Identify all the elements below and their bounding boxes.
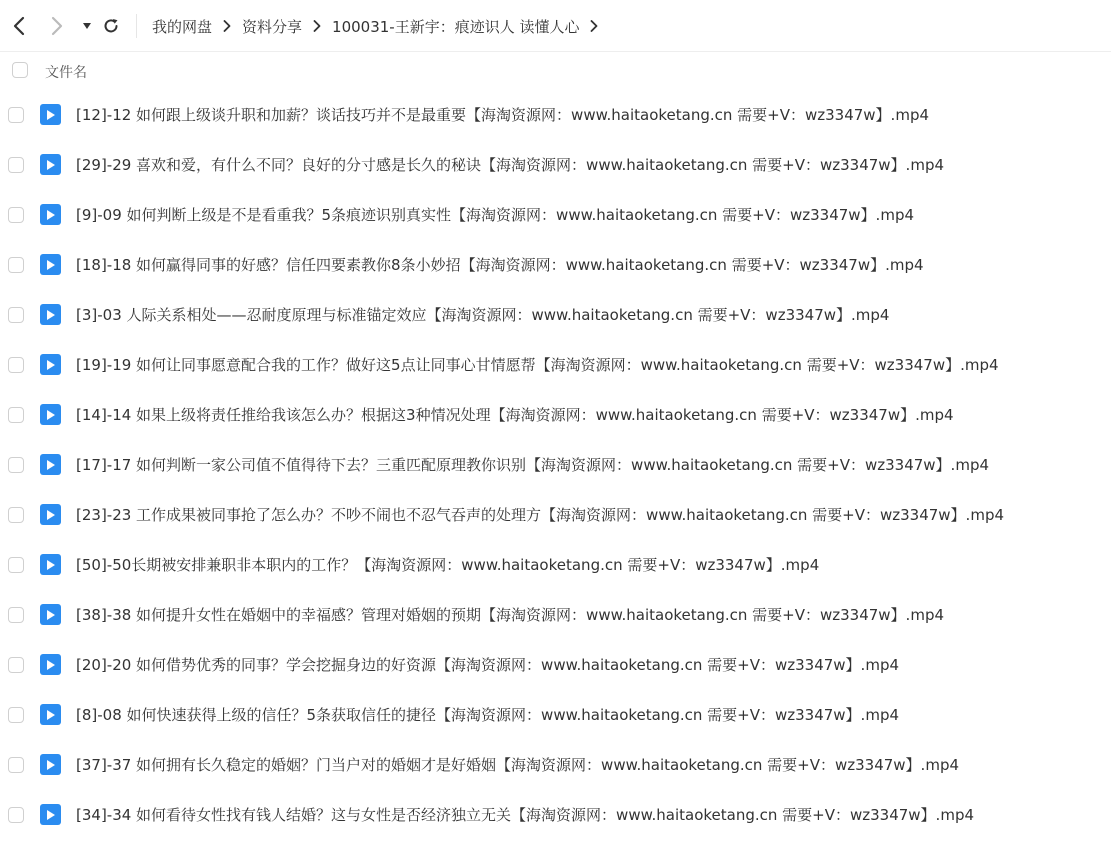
file-row[interactable] [0, 290, 1111, 340]
file-name[interactable]: [17]-17 如何判断一家公司值不值得待下去？三重匹配原理教你识别【海淘资源网：www.haitaoketang.cn 需要+V：wz3347w】.mp4 [76, 456, 990, 474]
toolbar [0, 0, 1111, 52]
file-checkbox[interactable] [8, 107, 24, 123]
file-name[interactable]: [38]-38 如何提升女性在婚姻中的幸福感？管理对婚姻的预期【海淘资源网：www.haitaoketang.cn 需要+V：wz3347w】.mp4 [76, 606, 945, 624]
file-row[interactable] [0, 240, 1111, 290]
file-name[interactable]: [8]-08 如何快速获得上级的信任？5条获取信任的捷径【海淘资源网：www.haitaoketang.cn 需要+V：wz3347w】.mp4 [76, 706, 900, 724]
file-row[interactable] [0, 590, 1111, 640]
file-checkbox[interactable] [8, 157, 24, 173]
file-name[interactable]: [50]-50长期被安排兼职非本职内的工作？【海淘资源网：www.haitaoketang.cn 需要+V：wz3347w】.mp4 [76, 556, 820, 574]
breadcrumb [152, 0, 609, 52]
file-checkbox[interactable] [8, 757, 24, 773]
video-file-icon [40, 754, 61, 775]
file-name[interactable]: [9]-09 如何判断上级是不是看重我？5条痕迹识别真实性【海淘资源网：www.haitaoketang.cn 需要+V：wz3347w】.mp4 [76, 206, 915, 224]
column-header [0, 53, 1111, 91]
history-dropdown-button[interactable] [76, 15, 98, 37]
video-file-icon [40, 704, 61, 725]
file-name[interactable]: [23]-23 工作成果被同事抢了怎么办？不吵不闹也不忍气吞声的处理方【海淘资源网：www.haitaoketang.cn 需要+V：wz3347w】.mp4 [76, 506, 1005, 524]
video-file-icon [40, 804, 61, 825]
file-checkbox[interactable] [8, 557, 24, 573]
video-file-icon [40, 604, 61, 625]
chevron-left-icon [12, 16, 26, 36]
file-row[interactable] [0, 640, 1111, 690]
file-checkbox[interactable] [8, 707, 24, 723]
video-file-icon [40, 354, 61, 375]
file-row[interactable] [0, 740, 1111, 790]
file-name[interactable]: [19]-19 如何让同事愿意配合我的工作？做好这5点让同事心甘情愿帮【海淘资源网：www.haitaoketang.cn 需要+V：wz3347w】.mp4 [76, 356, 999, 374]
toolbar-divider [136, 14, 137, 38]
file-checkbox[interactable] [8, 807, 24, 823]
video-file-icon [40, 554, 61, 575]
forward-button[interactable] [46, 15, 68, 37]
chevron-right-icon [212, 16, 242, 36]
breadcrumb-item-my-drive[interactable]: 我的网盘 [152, 17, 213, 36]
video-file-icon [40, 204, 61, 225]
refresh-icon [102, 17, 120, 35]
file-row[interactable] [0, 340, 1111, 390]
file-checkbox[interactable] [8, 657, 24, 673]
video-file-icon [40, 154, 61, 175]
file-name[interactable]: [34]-34 如何看待女性找有钱人结婚？这与女性是否经济独立无关【海淘资源网：www.haitaoketang.cn 需要+V：wz3347w】.mp4 [76, 806, 975, 824]
file-name[interactable]: [12]-12 如何跟上级谈升职和加薪？谈话技巧并不是最重要【海淘资源网：www.haitaoketang.cn 需要+V：wz3347w】.mp4 [76, 106, 930, 124]
video-file-icon [40, 654, 61, 675]
file-row[interactable] [0, 440, 1111, 490]
video-file-icon [40, 104, 61, 125]
file-list [0, 90, 1111, 840]
video-file-icon [40, 454, 61, 475]
video-file-icon [40, 404, 61, 425]
chevron-right-icon [50, 16, 64, 36]
video-file-icon [40, 504, 61, 525]
file-name[interactable]: [37]-37 如何拥有长久稳定的婚姻？门当户对的婚姻才是好婚姻【海淘资源网：www.haitaoketang.cn 需要+V：wz3347w】.mp4 [76, 756, 960, 774]
column-header-filename[interactable]: 文件名 [45, 65, 87, 81]
chevron-right-icon[interactable] [579, 16, 609, 36]
file-checkbox[interactable] [8, 357, 24, 373]
file-checkbox[interactable] [8, 307, 24, 323]
video-file-icon [40, 304, 61, 325]
back-button[interactable] [8, 15, 30, 37]
file-row[interactable] [0, 540, 1111, 590]
file-checkbox[interactable] [8, 257, 24, 273]
file-row[interactable] [0, 190, 1111, 240]
file-row[interactable] [0, 90, 1111, 140]
file-row[interactable] [0, 690, 1111, 740]
breadcrumb-item-shared[interactable]: 资料分享 [242, 17, 303, 36]
file-checkbox[interactable] [8, 507, 24, 523]
file-row[interactable] [0, 490, 1111, 540]
file-row[interactable] [0, 390, 1111, 440]
file-name[interactable]: [29]-29 喜欢和爱，有什么不同？良好的分寸感是长久的秘诀【海淘资源网：www.haitaoketang.cn 需要+V：wz3347w】.mp4 [76, 156, 945, 174]
video-file-icon [40, 254, 61, 275]
chevron-right-icon [302, 16, 332, 36]
file-name[interactable]: [14]-14 如果上级将责任推给我该怎么办？根据这3种情况处理【海淘资源网：www.haitaoketang.cn 需要+V：wz3347w】.mp4 [76, 406, 954, 424]
file-checkbox[interactable] [8, 207, 24, 223]
file-checkbox[interactable] [8, 607, 24, 623]
file-name[interactable]: [3]-03 人际关系相处——忍耐度原理与标准锚定效应【海淘资源网：www.haitaoketang.cn 需要+V：wz3347w】.mp4 [76, 306, 890, 324]
file-row[interactable] [0, 790, 1111, 840]
breadcrumb-item-current-folder[interactable]: 100031-王新宇：痕迹识人 读懂人心 [332, 17, 580, 36]
file-checkbox[interactable] [8, 407, 24, 423]
file-name[interactable]: [18]-18 如何赢得同事的好感？信任四要素教你8条小妙招【海淘资源网：www.haitaoketang.cn 需要+V：wz3347w】.mp4 [76, 256, 924, 274]
select-all-checkbox[interactable] [12, 62, 28, 78]
refresh-button[interactable] [100, 15, 122, 37]
file-checkbox[interactable] [8, 457, 24, 473]
file-name[interactable]: [20]-20 如何借势优秀的同事？学会挖掘身边的好资源【海淘资源网：www.haitaoketang.cn 需要+V：wz3347w】.mp4 [76, 656, 900, 674]
caret-down-icon [82, 22, 92, 30]
file-row[interactable] [0, 140, 1111, 190]
